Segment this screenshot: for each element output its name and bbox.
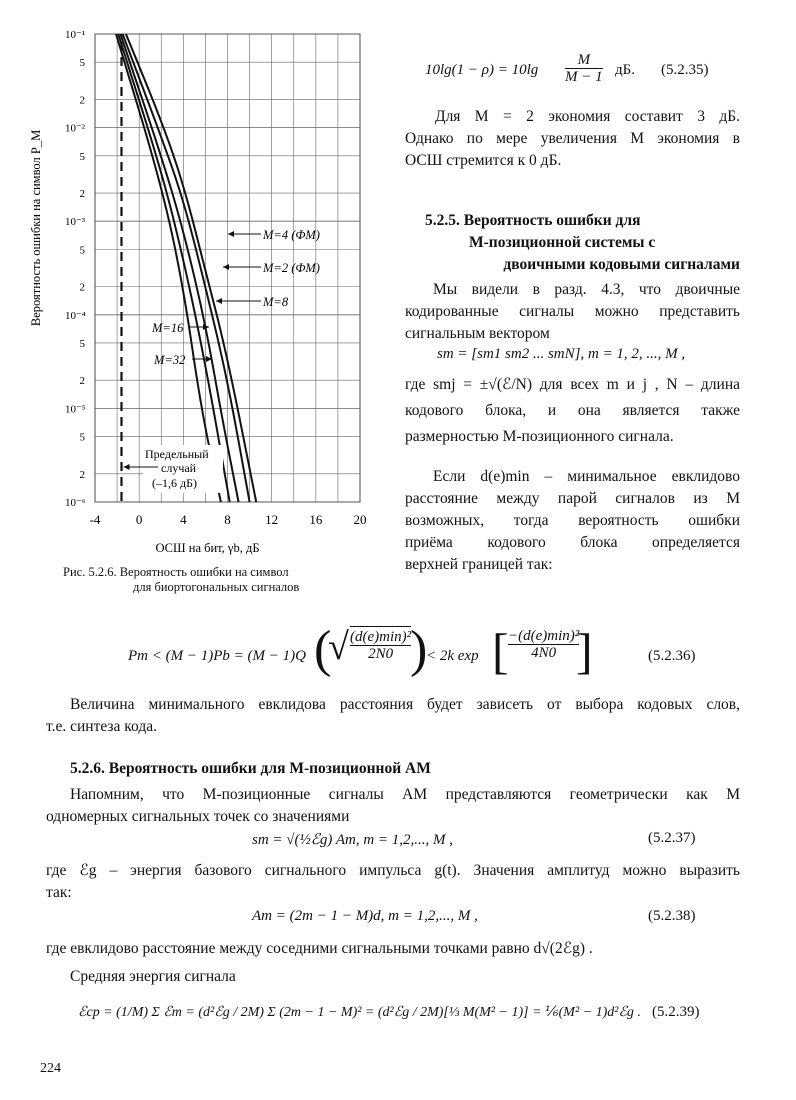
curve-label-m32: M=32 [154, 353, 186, 367]
para2-line-3: сигнальным вектором [405, 325, 550, 342]
limit-label-line-3: (–1,6 дБ) [152, 476, 197, 490]
eq-5236-paren-close: ) [410, 621, 428, 678]
paragraph-binary-codes [405, 279, 740, 345]
para2-line-1: Мы видели в разд. 4.3, что двоичные [433, 281, 740, 298]
eq-5239-number: (5.2.39) [652, 1004, 700, 1020]
eq-5235-fraction [565, 52, 603, 85]
para3-line-2: кодового блока, и она является также [405, 402, 740, 419]
y-tick-label: 10⁻² [65, 122, 86, 135]
y-tick-label: 10⁻⁴ [65, 309, 86, 322]
eq-5236-bracket-open: [ [492, 623, 509, 679]
curve-arrowhead-m8 [216, 298, 222, 304]
curve-label-m8: M=8 [263, 295, 289, 309]
para5-line-1: Величина минимального евклидова расстояния будет зависеть от выбора кодовых слов, [70, 696, 740, 713]
paragraph-average-energy: Средняя энергия сигнала [70, 968, 236, 985]
paragraph-smj [405, 372, 740, 450]
paragraph-euclid-distance: где евклидово расстояние между соседними сигнальными точками равно d√(2ℰg) . [46, 940, 593, 957]
y-tick-label: 5 [79, 150, 85, 163]
y-tick-label: 5 [79, 337, 85, 350]
paragraph-min-distance [46, 694, 740, 738]
y-tick-label: 2 [79, 188, 85, 201]
curve-label-m16: M=16 [152, 321, 184, 335]
eq-5236-bracket-close: ] [576, 623, 593, 679]
eq-5236-exp-num: −(d(e)min)² [508, 628, 580, 644]
y-tick-label: 2 [79, 468, 85, 481]
y-tick-label: 10⁻¹ [65, 29, 86, 41]
para6-line-1: Напомним, что M-позиционные сигналы АМ представляются геометрически как M [70, 786, 740, 803]
eq-5236-right: < 2k exp [426, 648, 479, 664]
sec525-line-3: двоичными кодовыми сигналами [503, 256, 740, 273]
eq-5235-num: M [577, 52, 591, 68]
para7-line-2: так: [46, 884, 72, 901]
para1-line-1: Для M = 2 экономия составит 3 дБ. [435, 108, 740, 125]
caption-line-1: Рис. 5.2.6. Вероятность ошибки на символ [63, 565, 289, 579]
equation-sm-vector: sm = [sm1 sm2 ... smN], m = 1, 2, ..., M , [437, 346, 686, 362]
equation-5-2-35 [425, 52, 745, 88]
eq-5236-paren-open: ( [314, 621, 332, 678]
eq-5236-sqrt-num: (d(e)min)² [350, 629, 412, 645]
y-tick-label: 5 [79, 431, 85, 444]
section-5-2-6-heading: 5.2.6. Вероятность ошибки для M-позиционной АМ [70, 760, 431, 777]
x-tick-label: 4 [180, 512, 187, 527]
x-tick-label: 12 [265, 512, 279, 527]
y-tick-label: 5 [79, 57, 85, 70]
x-tick-label: 0 [135, 512, 143, 527]
equation-5-2-38: Am = (2m − 1 − M)d, m = 1,2,..., M , [252, 908, 478, 924]
paragraph-economy [405, 106, 740, 172]
x-tick-label: 20 [353, 512, 367, 527]
y-tick-label: 5 [79, 244, 85, 257]
curve-label-m4: M=4 (ФМ) [263, 228, 320, 242]
para4-line-4: приёма кодового блока определяется [405, 534, 740, 551]
paragraph-energy-pulse [46, 860, 740, 904]
para4-line-3: возможных, тогда вероятность ошибки [405, 512, 740, 529]
x-axis-label: ОСШ на бит, γb, дБ [155, 541, 260, 555]
eq-5236-exp-fraction [508, 628, 579, 661]
eq-5236-sqrt-den: 2N0 [350, 645, 411, 662]
eq-5235-unit: дБ. [615, 62, 635, 78]
y-tick-label: 10⁻⁶ [65, 497, 86, 509]
y-axis-label: Вероятность ошибки на символ P_M [29, 129, 43, 327]
para5-line-2: т.е. синтеза кода. [46, 718, 157, 735]
para1-line-3: ОСШ стремится к 0 дБ. [405, 152, 562, 169]
curve-arrowhead-m2 [223, 264, 229, 270]
ber-chart [20, 20, 390, 600]
para3-line-1: где smj = ±√(ℰ/N) для всех m и j , N – длина [405, 376, 740, 393]
eq-5237-number: (5.2.37) [648, 830, 696, 846]
figure-caption [20, 565, 390, 595]
para6-line-2: одномерных сигнальных точек со значениями [46, 808, 350, 825]
equation-5-2-37: sm = √(½ℰg) Am, m = 1,2,..., M , [252, 832, 454, 848]
equation-5-2-36 [128, 618, 728, 698]
caption-line-2: для биортогональных сигналов [133, 580, 300, 594]
eq-5236-left: Pm < (M − 1)Pb = (M − 1)Q [128, 648, 306, 664]
curve-label-m2: M=2 (ФМ) [263, 261, 320, 275]
eq-5235-lhs: 10lg(1 − ρ) = 10lg [425, 62, 539, 78]
series-curve-m16 [118, 34, 230, 502]
para4-line-1: Если d(e)min – минимальное евклидово [433, 468, 740, 485]
eq-5235-number: (5.2.35) [661, 62, 709, 78]
para2-line-2: кодированные сигналы можно представить [405, 303, 740, 320]
eq-5236-exp-den: 4N0 [508, 644, 579, 661]
limit-label-line-1: Предельный [145, 447, 209, 461]
paragraph-am-signals [46, 784, 740, 828]
eq-5238-number: (5.2.38) [648, 908, 696, 924]
series-curve-m4 [123, 34, 250, 502]
para1-line-2: Однако по мере увеличения M экономия в [405, 130, 740, 147]
y-tick-label: 2 [79, 375, 85, 388]
limit-label-line-2: случай [161, 461, 197, 475]
figure [20, 20, 390, 600]
limit-arrowhead [124, 464, 130, 470]
eq-5236-sqrt-fraction [350, 626, 411, 662]
para3-line-3: размерностью M-позиционного сигнала. [405, 428, 674, 445]
para7-line-1: где ℰg – энергия базового сигнального импульса g(t). Значения амплитуд можно выразить [46, 862, 740, 879]
section-5-2-5-heading [405, 210, 740, 276]
sec525-line-1: 5.2.5. Вероятность ошибки для [425, 212, 641, 229]
y-tick-label: 10⁻⁵ [65, 403, 86, 416]
y-tick-label: 2 [79, 281, 85, 294]
y-tick-label: 10⁻³ [65, 216, 86, 229]
paragraph-dmin [405, 466, 740, 576]
para4-line-5: верхней границей так: [405, 556, 553, 573]
eq-5236-sqrt-sign: √ [328, 626, 349, 668]
x-tick-label: -4 [89, 512, 101, 527]
page-number: 224 [40, 1061, 61, 1076]
sec525-line-2: M-позиционной системы с [469, 234, 656, 251]
x-tick-label: 8 [224, 512, 231, 527]
para4-line-2: расстояние между парой сигналов из M [405, 490, 740, 507]
eq-5235-den: M − 1 [565, 69, 603, 85]
x-tick-label: 16 [309, 512, 323, 527]
eq-5236-number: (5.2.36) [648, 648, 696, 664]
curve-arrowhead-m4 [228, 231, 234, 237]
equation-5-2-39: ℰср = (1/M) Σ ℰm = (d²ℰg / 2M) Σ (2m − 1 − M)² = (d²ℰg / 2M)[⅓ M(M² − 1)] = ⅙(M² − 1)d²ℰg . [78, 1005, 641, 1020]
y-tick-label: 2 [79, 94, 85, 107]
